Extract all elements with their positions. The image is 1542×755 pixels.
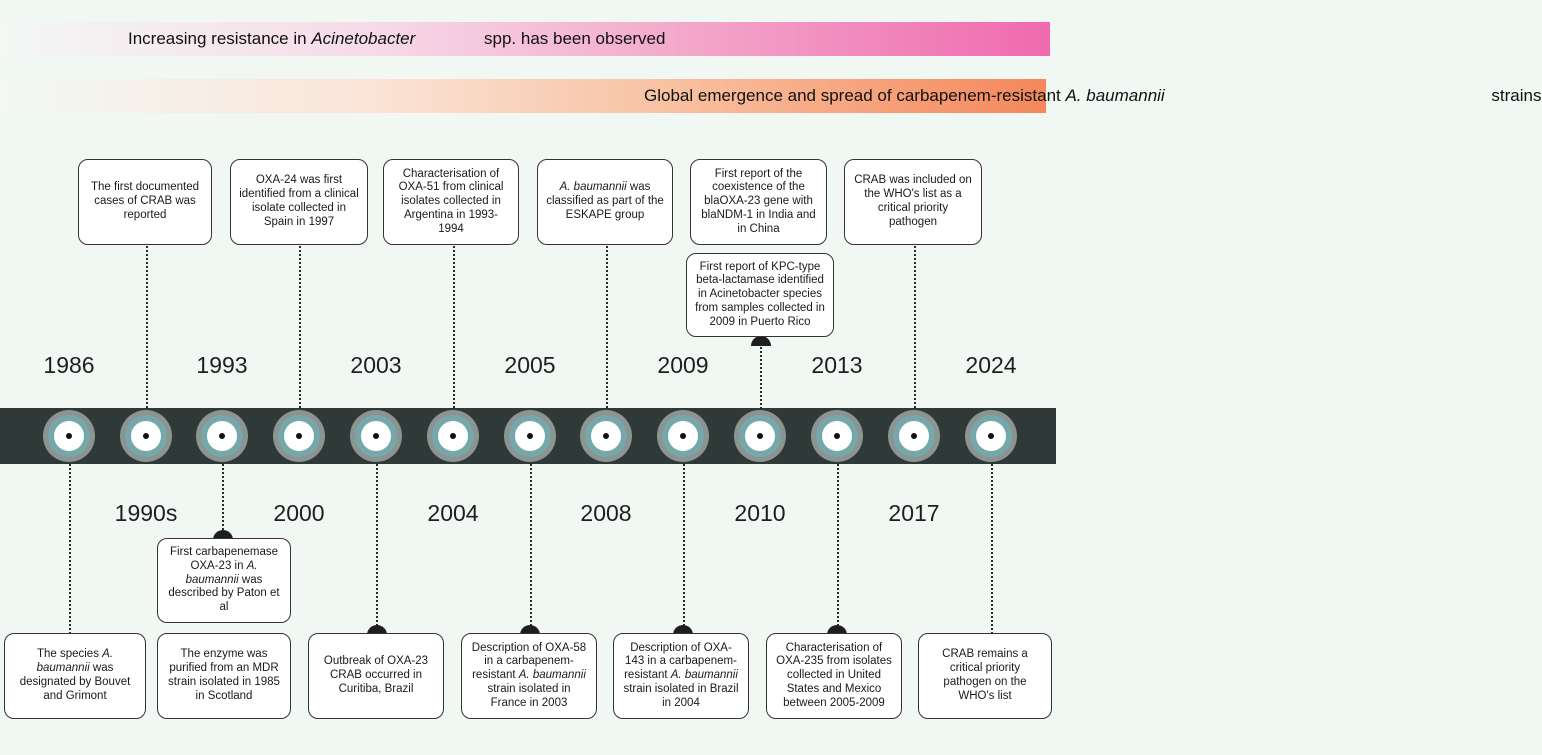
event-box-2009	[613, 633, 749, 719]
year-label-2024: 2024	[965, 352, 1017, 378]
connector-1990s	[146, 246, 148, 416]
event-box-1986	[4, 633, 146, 719]
event-box-2013	[766, 633, 902, 719]
event-box-2010-kpc	[686, 253, 834, 337]
year-label-1990s: 1990s	[114, 500, 178, 526]
banner-text: Increasing resistance in Acinetobacter spp. has been observed	[128, 29, 666, 48]
year-label-2009: 2009	[657, 352, 709, 378]
year-label-2008: 2008	[580, 500, 632, 526]
event-box-1990s	[78, 159, 212, 245]
event-box-2008	[537, 159, 673, 245]
connector-2008	[606, 246, 608, 416]
event-box-1993-oxa23	[157, 538, 291, 623]
connector-2017	[914, 246, 916, 416]
year-label-2017: 2017	[888, 500, 940, 526]
node-2000	[273, 410, 325, 462]
event-text: The first documented cases of CRAB was reported	[90, 181, 200, 221]
node-2008	[580, 410, 632, 462]
event-text: Outbreak of OXA-23 CRAB occurred in Curitiba, Brazil	[323, 655, 429, 695]
year-label-1993: 1993	[196, 352, 248, 378]
banner-text: Global emergence and spread of carbapenem-resistant A. baumannii strains	[644, 86, 1542, 105]
connector-2013	[837, 456, 839, 634]
event-box-2000	[230, 159, 368, 245]
banner-increasing-resistance	[0, 22, 1050, 56]
year-label-2004: 2004	[427, 500, 479, 526]
connector-2009	[683, 456, 685, 634]
year-label-2000: 2000	[273, 500, 325, 526]
node-2024	[965, 410, 1017, 462]
event-text: First report of KPC-type beta-lactamase identified in Acinetobacter species from samples collected in 2009 in Puerto Rico	[695, 260, 825, 328]
event-text: First carbapenemase OXA-23 in A. baumannii was described by Paton et al	[168, 546, 280, 614]
event-box-2004	[383, 159, 519, 245]
node-1990s	[120, 410, 172, 462]
event-box-2005	[461, 633, 597, 719]
connector-2024	[991, 456, 993, 634]
year-label-2005: 2005	[504, 352, 556, 378]
event-text: CRAB was included on the WHO's list as a critical priority pathogen	[854, 174, 972, 228]
node-2017	[888, 410, 940, 462]
connector-2005	[530, 456, 532, 634]
banner-global-emergence	[0, 79, 1542, 113]
node-2010	[734, 410, 786, 462]
event-text: Characterisation of OXA-51 from clinical isolates collected in Argentina in 1993-1994	[398, 167, 504, 235]
event-text: The species A. baumannii was designated by Bouvet and Grimont	[19, 648, 131, 702]
event-text: Characterisation of OXA-235 from isolates collected in United States and Mexico between 2005-2009	[776, 641, 892, 709]
node-2009	[657, 410, 709, 462]
connector-2010	[760, 336, 762, 416]
event-text: CRAB remains a critical priority pathogen on the WHO's list	[942, 648, 1028, 702]
event-text: OXA-24 was first identified from a clinical isolate collected in Spain in 1997	[239, 174, 359, 228]
event-text: First report of the coexistence of the blaOXA-23 gene with blaNDM-1 in India and in China	[701, 167, 816, 235]
event-text: Description of OXA-58 in a carbapenem-resistant A. baumannii strain isolated in France in 2003	[471, 641, 587, 709]
event-text: The enzyme was purified from an MDR strain isolated in 1985 in Scotland	[168, 648, 280, 702]
event-box-1993-enzyme	[157, 633, 291, 719]
connector-2003	[376, 456, 378, 634]
event-text: A. baumannii was classified as part of the ESKAPE group	[546, 181, 664, 221]
event-box-2024	[918, 633, 1052, 719]
year-label-2010: 2010	[734, 500, 786, 526]
connector-1986	[69, 456, 71, 634]
connector-2004	[453, 246, 455, 416]
node-2003	[350, 410, 402, 462]
event-box-2010-ndm	[690, 159, 827, 245]
node-1986	[43, 410, 95, 462]
event-box-2017	[844, 159, 982, 245]
event-text: Description of OXA-143 in a carbapenem-resistant A. baumannii strain isolated in Brazil in 2004	[623, 641, 739, 709]
connector-1993	[222, 456, 224, 538]
year-label-2003: 2003	[350, 352, 402, 378]
connector-2000	[299, 246, 301, 416]
node-1993	[196, 410, 248, 462]
year-label-2013: 2013	[811, 352, 863, 378]
node-2013	[811, 410, 863, 462]
node-2004	[427, 410, 479, 462]
event-box-2003	[308, 633, 444, 719]
year-label-1986: 1986	[43, 352, 95, 378]
pin-2010	[751, 336, 771, 346]
node-2005	[504, 410, 556, 462]
